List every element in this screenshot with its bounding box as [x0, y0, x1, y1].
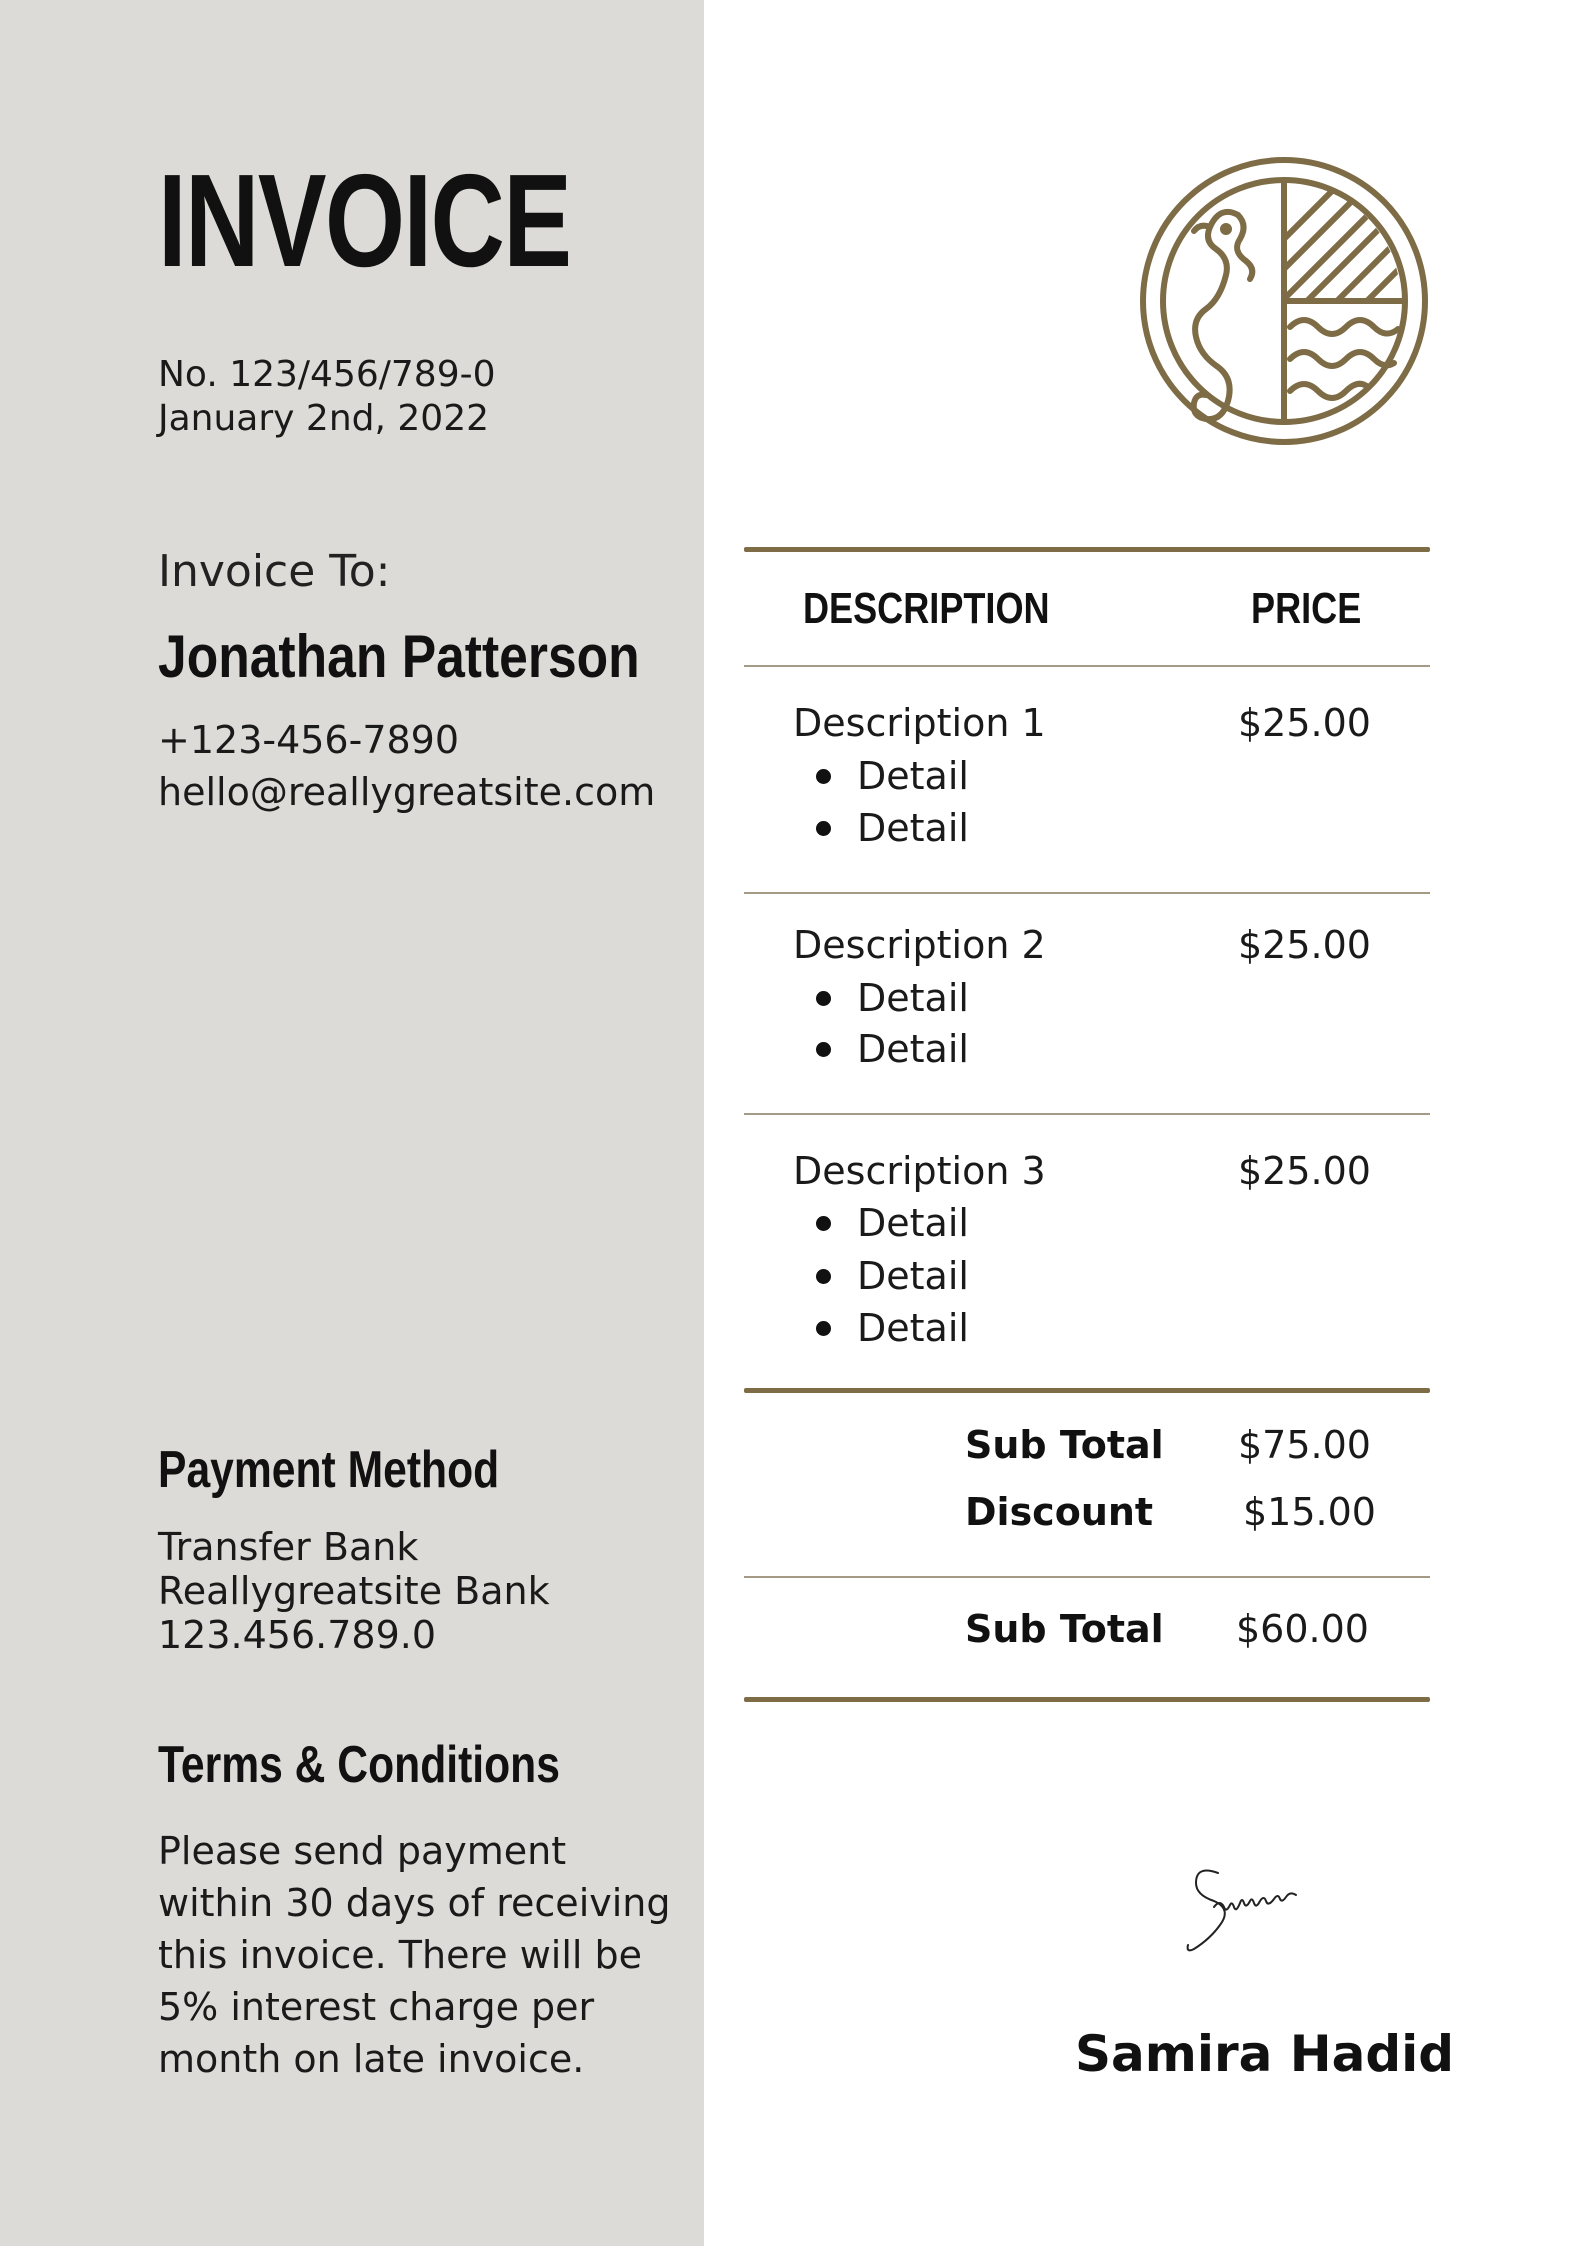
payment-account: 123.456.789.0: [158, 1613, 437, 1657]
item-3-detail-1: Detail: [857, 1201, 969, 1245]
item-1-detail-2: Detail: [857, 806, 969, 850]
terms-text: Please send payment within 30 days of receiving this invoice. There will be 5% interest charge per month on late invoice.: [158, 1829, 671, 2081]
bullet-icon: [816, 821, 831, 836]
discount-label: Discount: [965, 1490, 1154, 1534]
payment-bank: Reallygreatsite Bank: [158, 1569, 550, 1613]
bullet-icon: [816, 1269, 831, 1284]
description-column-header: DESCRIPTION: [803, 584, 1050, 633]
invoice-number: No. 123/456/789-0: [158, 354, 496, 395]
item-3-detail-2: Detail: [857, 1254, 969, 1298]
bullet-icon: [816, 1042, 831, 1057]
seahorse-circle-logo-icon: [1138, 155, 1430, 447]
summary-bottom-rule: [744, 1697, 1430, 1702]
bullet-icon: [816, 1321, 831, 1336]
item-3-detail-3: Detail: [857, 1306, 969, 1350]
item-2-price: $25.00: [1238, 923, 1371, 967]
client-phone: +123-456-7890: [158, 718, 460, 762]
item-2-detail-1: Detail: [857, 976, 969, 1020]
terms-heading: Terms & Conditions: [158, 1736, 560, 1794]
invoice-date: January 2nd, 2022: [158, 398, 489, 439]
item-2-detail-2: Detail: [857, 1027, 969, 1071]
payment-method: Transfer Bank: [158, 1525, 419, 1569]
header-divider: [744, 665, 1430, 667]
item-1-detail-1: Detail: [857, 754, 969, 798]
client-email: hello@reallygreatsite.com: [158, 770, 656, 814]
client-name: Jonathan Patterson: [158, 623, 640, 690]
bullet-icon: [816, 769, 831, 784]
item-1-description: Description 1: [793, 701, 1046, 745]
item-3-description: Description 3: [793, 1149, 1046, 1193]
bullet-icon: [816, 1216, 831, 1231]
payment-details: [158, 1525, 550, 1657]
invoice-to-label: Invoice To:: [158, 546, 391, 597]
signature: [1170, 1855, 1350, 1960]
bullet-icon: [816, 991, 831, 1006]
row-divider: [744, 892, 1430, 894]
payment-method-heading: Payment Method: [158, 1441, 500, 1499]
discount-value: $15.00: [1243, 1490, 1376, 1534]
summary-top-rule: [744, 1388, 1430, 1393]
row-divider: [744, 1113, 1430, 1115]
subtotal-value: $75.00: [1238, 1423, 1371, 1467]
total-value: $60.00: [1236, 1607, 1369, 1651]
summary-divider: [744, 1576, 1430, 1578]
invoice-title: INVOICE: [158, 147, 571, 294]
item-2-description: Description 2: [793, 923, 1046, 967]
item-1-price: $25.00: [1238, 701, 1371, 745]
price-column-header: PRICE: [1251, 584, 1362, 633]
signer-name: Samira Hadid: [1075, 2025, 1455, 2083]
table-top-rule: [744, 547, 1430, 552]
subtotal-label: Sub Total: [965, 1423, 1164, 1467]
item-3-price: $25.00: [1238, 1149, 1371, 1193]
total-label: Sub Total: [965, 1607, 1164, 1651]
